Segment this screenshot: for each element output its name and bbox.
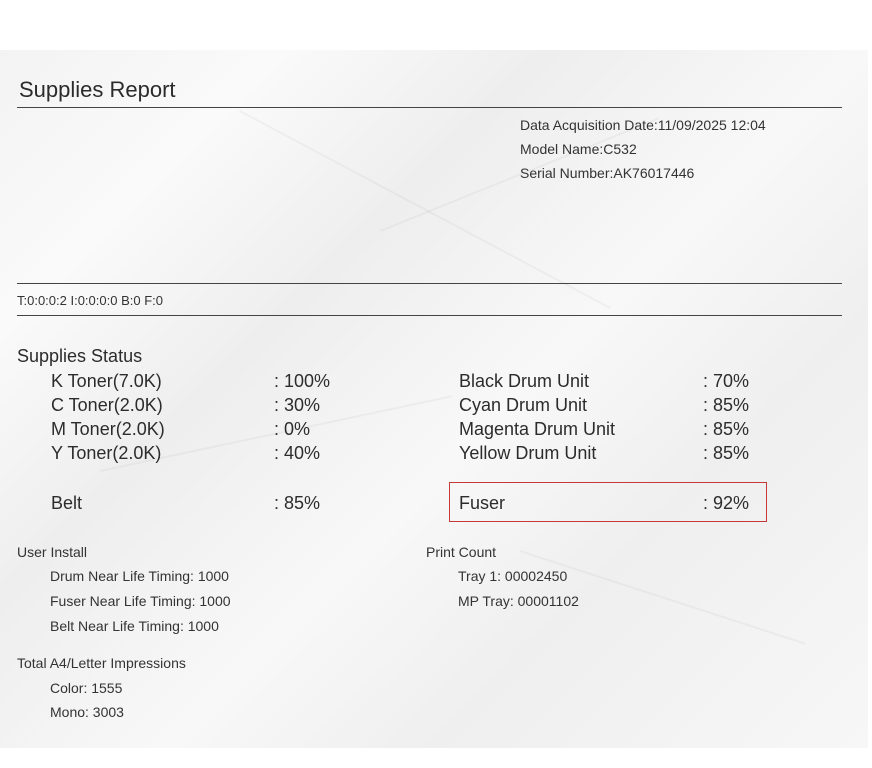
belt-value: : 85% xyxy=(274,493,321,513)
supply-label: C Toner(2.0K) xyxy=(51,395,163,415)
model-name: Model Name:C532 xyxy=(520,141,637,157)
counter-line: T:0:0:0:2 I:0:0:0:0 B:0 F:0 xyxy=(17,293,163,308)
user-install-heading: User Install xyxy=(17,544,88,560)
supply-value: : 40% xyxy=(274,443,321,463)
impressions-item: Color: 1555 xyxy=(50,680,123,696)
supply-label: M Toner(2.0K) xyxy=(51,419,165,439)
belt-label: Belt xyxy=(51,493,83,513)
supply-value: : 100% xyxy=(274,371,331,391)
drum-value: : 85% xyxy=(703,419,750,439)
counters-bottom-divider xyxy=(17,315,842,316)
user-install-item: Belt Near Life Timing: 1000 xyxy=(50,618,219,634)
acquisition-date: Data Acquisition Date:11/09/2025 12:04 xyxy=(520,117,766,133)
drum-label: Magenta Drum Unit xyxy=(459,419,616,439)
fuser-label: Fuser xyxy=(459,493,506,513)
supply-label: Y Toner(2.0K) xyxy=(51,443,162,463)
drum-label: Yellow Drum Unit xyxy=(459,443,597,463)
supply-value: : 30% xyxy=(274,395,321,415)
report-title: Supplies Report xyxy=(19,77,176,102)
total-impressions-heading: Total A4/Letter Impressions xyxy=(17,655,186,671)
drum-label: Cyan Drum Unit xyxy=(459,395,588,415)
impressions-item: Mono: 3003 xyxy=(50,704,124,720)
paper-crease xyxy=(239,110,611,309)
drum-value: : 85% xyxy=(703,443,750,463)
drum-label: Black Drum Unit xyxy=(459,371,590,391)
print-count-item: MP Tray: 00001102 xyxy=(458,593,579,609)
drum-value: : 85% xyxy=(703,395,750,415)
supply-value: : 0% xyxy=(274,419,311,439)
serial-number: Serial Number:AK76017446 xyxy=(520,165,695,181)
user-install-item: Fuser Near Life Timing: 1000 xyxy=(50,593,231,609)
user-install-item: Drum Near Life Timing: 1000 xyxy=(50,568,229,584)
supply-label: K Toner(7.0K) xyxy=(51,371,162,391)
drum-value: : 70% xyxy=(703,371,750,391)
print-count-item: Tray 1: 00002450 xyxy=(458,568,568,584)
title-divider xyxy=(17,107,842,108)
fuser-value: : 92% xyxy=(703,493,750,513)
print-count-heading: Print Count xyxy=(426,544,497,560)
counters-top-divider xyxy=(17,283,842,284)
supplies-status-heading: Supplies Status xyxy=(17,346,143,366)
report-paper xyxy=(0,50,868,748)
